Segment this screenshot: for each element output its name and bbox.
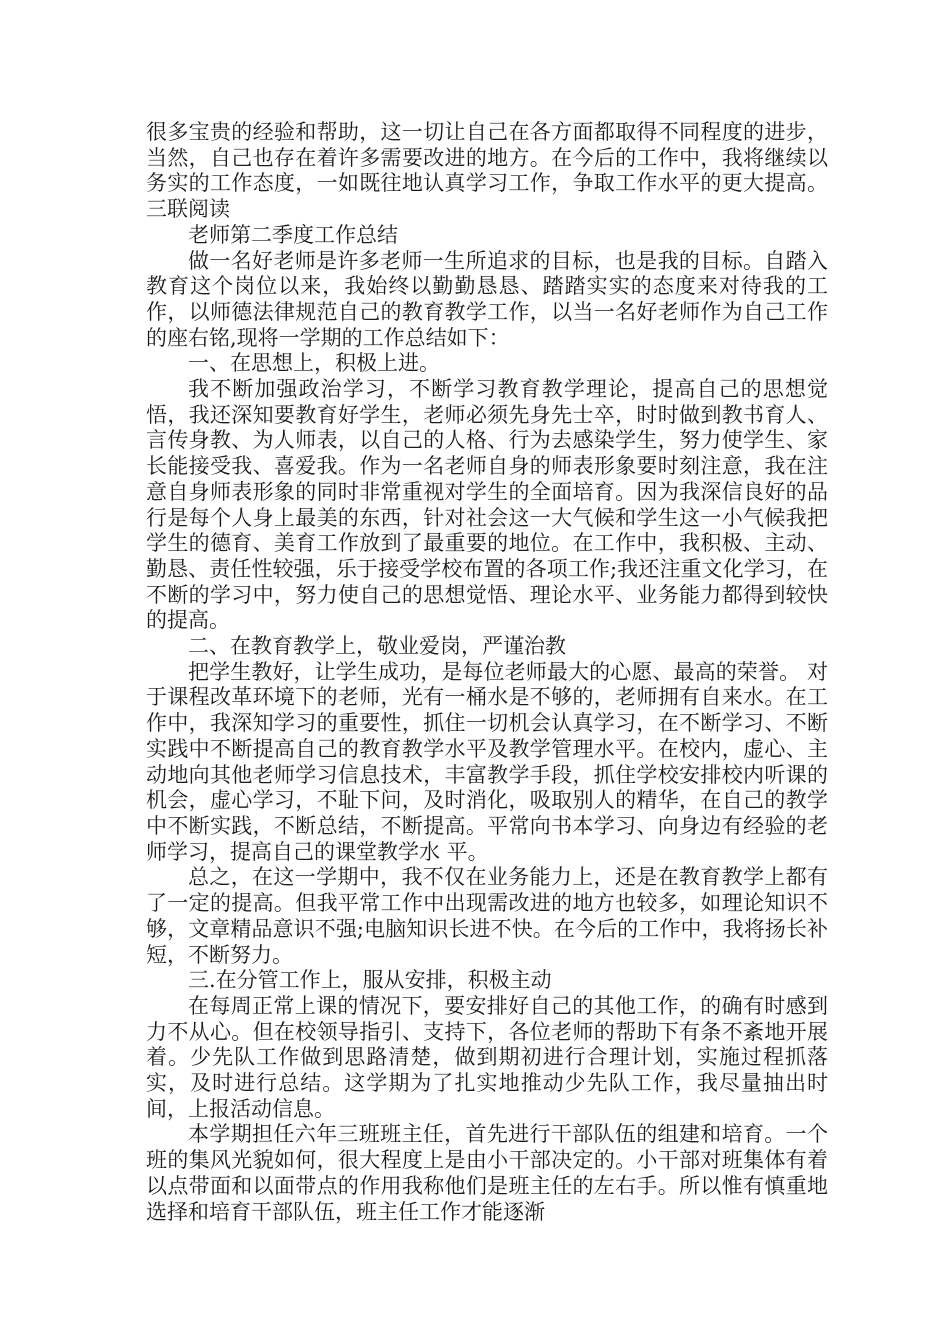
section-heading-1: 一、在思想上，积极上进。 [188, 351, 440, 376]
document-title: 老师第二季度工作总结 [188, 222, 398, 247]
paragraph-section-3: 在每周正常上课的情况下，要安排好自己的其他工作，的确有时感到力不从心。但在校领导指引、支持下，各位老师的帮助下有条不紊地开展着。少先队工作做到思路清楚，做到期初进行合理计划，实施过程抓落实，及时进行总结。这学期为了扎实地推动少先队工作，我尽量抽出时间，上报活动信息。 [146, 993, 828, 1121]
paragraph-class-teacher: 本学期担任六年三班班主任，首先进行干部队伍的组建和培育。一个班的集风光貌如何，很大程度上是由小干部决定的。小干部对班集体有着以点带面和以面带点的作用我称他们是班主任的左右手。所以惟有慎重地选择和培育干部队伍，班主任工作才能逐渐 [146, 1122, 828, 1224]
section-heading-3: 三.在分管工作上，服从安排，积极主动 [188, 968, 552, 993]
section-heading-2: 二、在教育教学上，敬业爱岗，严谨治教 [188, 634, 566, 659]
paragraph-section-2: 把学生教好，让学生成功，是每位老师最大的心愿、最高的荣誉。 对于课程改革环境下的老师，光有一桶水是不够的，老师拥有自来水。在工作中，我深知学习的重要性，抓住一切机会认真学习，在不断学习、不断实践中不断提高自己的教育教学水平及教学管理水平。在校内，虚心、主动地向其他老师学习信息技术，丰富教学手段，抓住学校安排校内听课的机会，虚心学习，不耻下问，及时消化，吸取别人的精华，在自己的教学中不断实践，不断总结，不断提高。平常向书本学习、向身边有经验的老师学习，提高自己的课堂教学水 平。 [146, 659, 828, 864]
paragraph-section-1: 我不断加强政治学习，不断学习教育教学理论，提高自己的思想觉悟，我还深知要教育好学生，老师必须先身先士卒，时时做到教书育人、言传身教、为人师表，以自己的人格、行为去感染学生，努力使学生、家长能接受我、喜爱我。作为一名老师自身的师表形象要时刻注意，我在注意自身师表形象的同时非常重视对学生的全面培育。因为我深信良好的品行是每个人身上最美的东西，针对社会这一大气候和学生这一小气候我把学生的德育、美育工作放到了最重要的地位。在工作中，我积极、主动、勤恳、责任性较强，乐于接受学校布置的各项工作;我还注重文化学习，在不断的学习中，努力使自己的思想觉悟、理论水平、业务能力都得到较快的提高。 [146, 377, 828, 633]
paragraph-summary: 总之，在这一学期中，我不仅在业务能力上，还是在教育教学上都有了一定的提高。但我平常工作中出现需改进的地方也较多，如理论知识不够，文章精品意识不强;电脑知识长进不快。在今后的工作中，我将扬长补短，不断努力。 [146, 865, 828, 967]
document-body [146, 120, 828, 1225]
paragraph-intro: 做一名好老师是许多老师一生所追求的目标，也是我的目标。自踏入教育这个岗位以来，我始终以勤勤恳恳、踏踏实实的态度来对待我的工作，以师德法律规范自己的教育教学工作，以当一名好老师作为自己工作的座右铭,现将一学期的工作总结如下： [146, 248, 828, 350]
paragraph-continuation: 很多宝贵的经验和帮助，这一切让自己在各方面都取得不同程度的进步，当然，自己也存在着许多需要改进的地方。在今后的工作中，我将继续以务实的工作态度，一如既往地认真学习工作，争取工作水平的更大提高。三联阅读 [146, 120, 828, 222]
